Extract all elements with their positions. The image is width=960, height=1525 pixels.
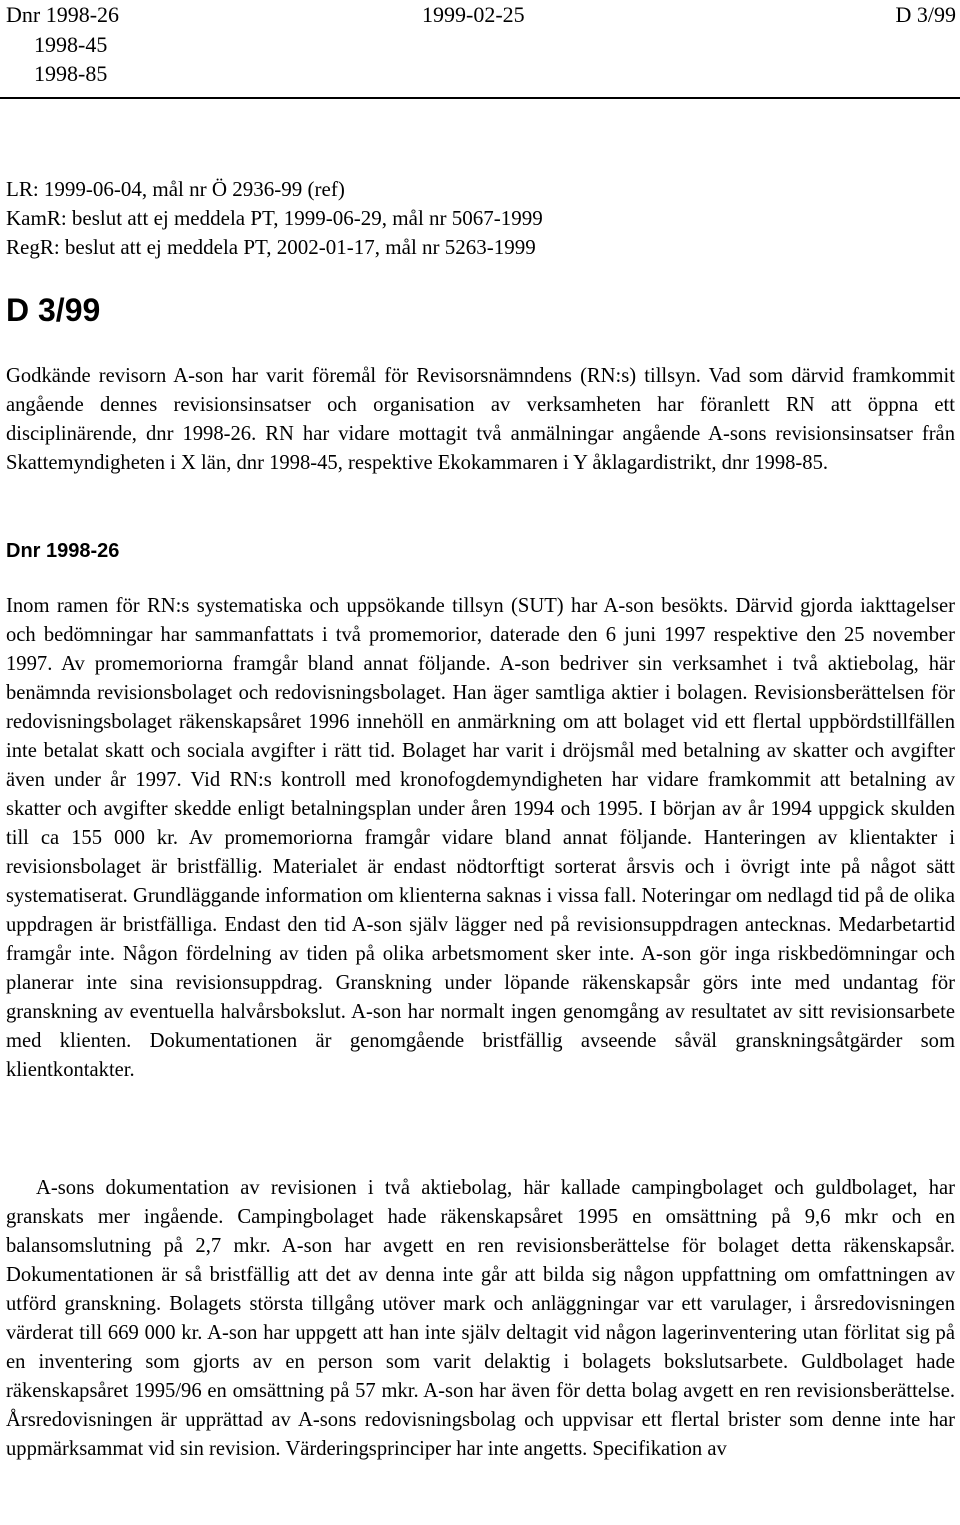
- header-rule: [0, 97, 960, 99]
- section-paragraph-2: A-sons dokumentation av revisionen i två aktiebolag, här kallade campingbolaget och guldbolaget, har granskats mer ingående. Campingbolaget hade räkenskapsåret 1995 en omsättning på 9,6 mkr och en balansomslutning på 2,7 mkr. A-son har avgett en ren revisionsberättelse för bolaget detta räkenskapsår. Dokumentationen är så bristfällig att det av denna inte går att bilda sig någon uppfattning om omfattningen av utförd granskning. Bolagets största tillgång utöver mark och anläggningar var ett varulager, i årsredovisningen värderat till 669 000 kr. A-son har uppgett att han inte själv deltagit vid någon lagerinventering utan förlitat sig på en inventering som gjorts av en person som varit delaktig i bolagets bokslutsarbete. Guldbolaget hade räkenskapsåret 1995/96 en omsättning på 57 mkr. A-son har även för detta bolag avgett en ren revisionsberättelse. Årsredovisningen är upprättad av A-sons redovisningsbolag och uppvisar ett flertal brister som denne inte har uppmärksammat vid sin revision. Värderingsprinciper har inte angetts. Specifikation av: [6, 1177, 955, 1460]
- dnr-1998-85: 1998-85: [34, 61, 108, 86]
- court-references: [6, 175, 956, 262]
- section-paragraph-1: Inom ramen för RN:s systematiska och uppsökande tillsyn (SUT) har A-son besökts. Därvid gjorda iakttagelser och bedömningar har sammanfattats i två promemorior, daterade den 6 juni 1997 respektive den 25 november 1997. Av promemoriorna framgår bland annat följande. A-son bedriver sin verksamhet i två aktiebolag, här benämnda revisionsbolaget och redovisningsbolaget. Han äger samtliga aktier i bolagen. Revisionsberättelsen för redovisningsbolaget räkenskapsåret 1996 innehöll en anmärkning om att bolaget vid ett flertal uppbördstillfällen inte betalat skatt och sociala avgifter i rätt tid. Bolaget har varit i dröjsmål med betalning av skatter och avgifter även under år 1997. Vid RN:s kontroll med kronofogdemyndigheten har vidare framkommit att betalning av skatter och avgifter skedde enligt betalningsplan under åren 1994 och 1995. I början av år 1994 uppgick skulden till ca 155 000 kr. Av promemoriorna framgår vidare bland annat följande. Hanteringen av klientakter i revisionsbolaget är bristfällig. Materialet är endast nödtorftigt sorterat årsvis och i övrigt inte på något sätt systematiserat. Grundläggande information om klienterna saknas i vissa fall. Noteringar om nedlagd tid på de olika uppdragen är bristfälliga. Endast den tid A-son själv lägger ned på revisionsuppdragen antecknas. Medarbetartid framgår inte. Någon fördelning av tiden på olika arbetsmoment sker inte. A-son gör inga riskbedömningar och planerar inte sina revisionsuppdrag. Granskning under löpande räkenskapsår görs inte med undantag för granskning av eventuella halvårsbokslut. A-son har normalt ingen genomgång av resultatet av sitt revisionsarbete med klienten. Dokumentationen är genomgående bristfällig avseende såväl granskningsåtgärder som klientkontakter.: [6, 595, 955, 1081]
- dnr-1998-26: Dnr 1998-26: [6, 2, 120, 27]
- section-heading: Dnr 1998-26: [6, 540, 120, 562]
- header-date: 1999-02-25: [422, 2, 525, 27]
- reference-lr: LR: 1999-06-04, mål nr Ö 2936-99 (ref): [6, 177, 345, 201]
- intro-paragraph: Godkände revisorn A-son har varit föremål för Revisorsnämndens (RN:s) tillsyn. Vad som därvid framkommit angående dennes revisionsinsatser och organisation av verksamheten har föranlett RN att öppna ett disciplinärende, dnr 1998-26. RN har vidare mottagit två anmälningar angående A-sons revisionsinsatser från Skattemyndigheten i X län, dnr 1998-45, respektive Ekokammaren i Y åklagardistrikt, dnr 1998-85.: [6, 365, 955, 474]
- case-title: D 3/99: [6, 292, 101, 328]
- reference-kamr: KamR: beslut att ej meddela PT, 1999-06-29, mål nr 5067-1999: [6, 206, 543, 230]
- reference-regr: RegR: beslut att ej meddela PT, 2002-01-17, mål nr 5263-1999: [6, 235, 536, 259]
- page-header: [0, 0, 960, 100]
- header-case-ref: D 3/99: [895, 2, 956, 27]
- dnr-1998-45: 1998-45: [34, 32, 108, 57]
